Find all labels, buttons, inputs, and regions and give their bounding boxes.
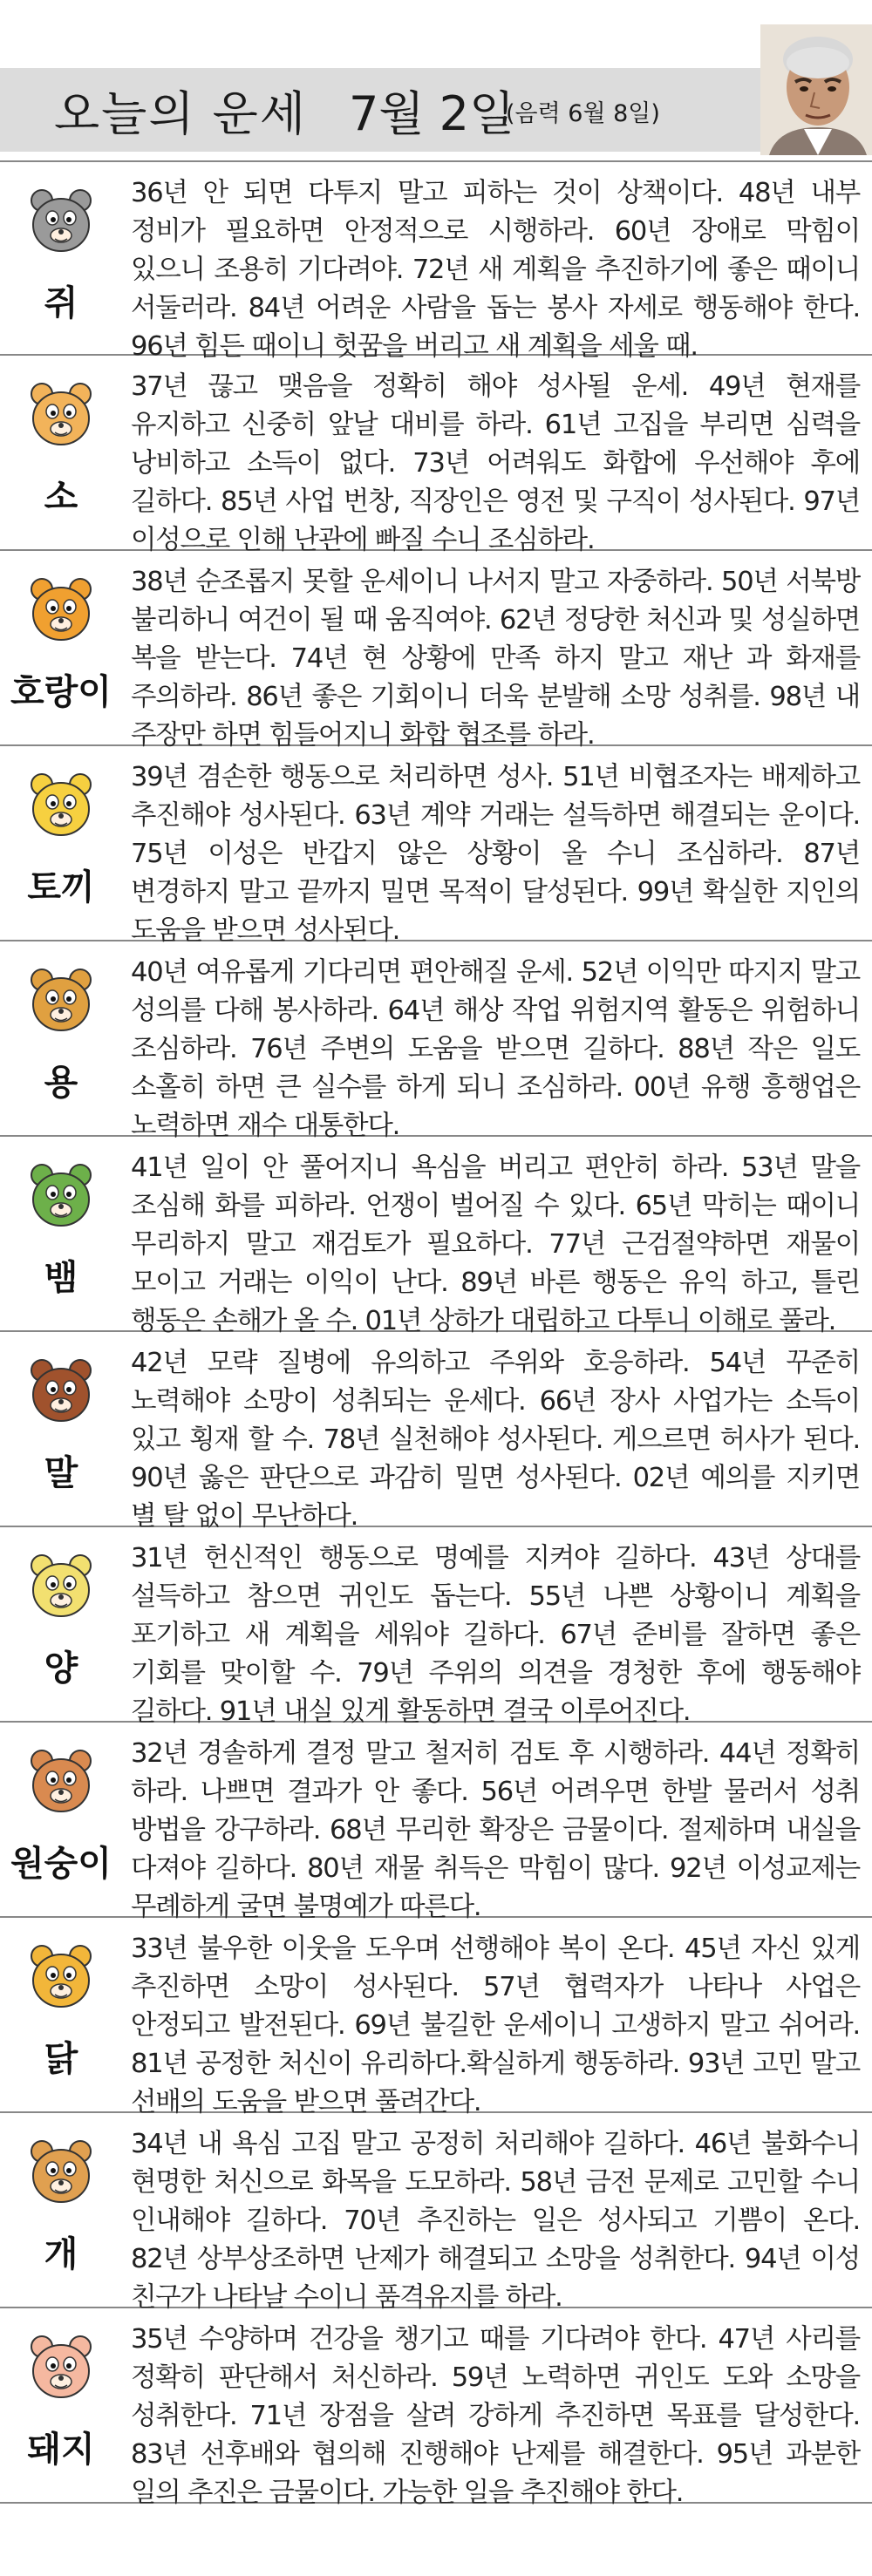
fortune-row xyxy=(0,1723,872,1922)
animal-column xyxy=(0,1332,122,1526)
animal-name: 말 xyxy=(44,1453,78,1493)
snake-icon xyxy=(24,1159,98,1233)
fortune-text: 33년 불우한 이웃을 도우며 선행해야 복이 온다. 45년 자신 있게 추진하면 소망이 성사된다. 57년 협력자가 나타나 사업은 안정되고 발전된다. 69년 불길한 운세이니 고생하지 말고 쉬어라. 81년 공정한 처신이 유리하다.확실하게 행동하라. 93년 고민 말고 선배의 도움을 받으면 풀려간다. xyxy=(131,1934,860,2117)
author-portrait xyxy=(760,24,872,155)
animal-name: 원숭이 xyxy=(10,1844,112,1884)
animal-column xyxy=(0,551,122,744)
rabbit-icon xyxy=(24,769,98,842)
animal-column xyxy=(0,941,122,1135)
fortune-text: 37년 끊고 맺음을 정확히 해야 성사될 운세. 49년 현재를 유지하고 신중히 앞날 대비를 하라. 61년 고집을 부리면 심력을 낭비하고 소득이 없다. 73년 어려워도 화합에 우선해야 후에 길하다. 85년 사업 번창, 직장인은 영전 및 구직이 성사된다. 97년 이성으로 인해 난관에 빠질 수니 조심하라. xyxy=(131,371,860,555)
fortune-text: 32년 경솔하게 결정 말고 철저히 검토 후 시행하라. 44년 정확히 하라. 나쁘면 결과가 안 좋다. 56년 어려우면 한발 물러서 성취 방법을 강구하라. 68년 무리한 확장은 금물이다. 절제하며 내실을 다져야 길하다. 80년 재물 취득은 막힘이 많다. 92년 이성교제는 무례하게 굴면 불명예가 따른다. xyxy=(131,1738,860,1922)
horse-icon xyxy=(24,1355,98,1428)
animal-name: 돼지 xyxy=(27,2430,95,2470)
fortune-text: 40년 여유롭게 기다리면 편안해질 운세. 52년 이익만 따지지 말고 성의를 다해 봉사하라. 64년 해상 작업 위험지역 활동은 위험하니 조심하라. 76년 주변의 도움을 받으면 길하다. 88년 작은 일도 소홀히 하면 큰 실수를 하게 되니 조심하라. 00년 유행 흥행업은 노력하면 재수 대통한다. xyxy=(131,957,860,1141)
fortune-row xyxy=(0,1137,872,1336)
date-label: 7월 2일 xyxy=(349,86,515,141)
animal-name: 닭 xyxy=(44,2039,78,2079)
rooster-icon xyxy=(24,1940,98,2014)
fortune-text: 31년 헌신적인 행동으로 명예를 지켜야 길하다. 43년 상대를 설득하고 참으면 귀인도 돕는다. 55년 나쁜 상황이니 계획을 포기하고 새 계획을 세워야 길하다. 67년 준비를 잘하면 좋은 기회를 맞이할 수. 79년 주위의 의견을 경청한 후에 행동해야 길하다. 91년 내실 있게 활동하면 결국 이루어진다. xyxy=(131,1543,860,1727)
animal-name: 토끼 xyxy=(27,867,95,907)
animal-name: 호랑이 xyxy=(10,672,112,712)
animal-name: 쥐 xyxy=(44,283,78,323)
lunar-date-label: (음력 6월 8일) xyxy=(506,100,660,127)
fortune-row xyxy=(0,2113,872,2313)
sheep-icon xyxy=(24,1550,98,1623)
rat-icon xyxy=(24,185,98,258)
fortune-text: 41년 일이 안 풀어지니 욕심을 버리고 편안히 하라. 53년 말을 조심해 화를 피하라. 언쟁이 벌어질 수 있다. 65년 막히는 때이니 무리하지 말고 재검토가 필요하다. 77년 근검절약하면 재물이 모이고 거래는 이익이 난다. 89년 바른 행동은 유익 하고, 틀린 행동은 손해가 올 수. 01년 상하가 대립하고 다투니 이해로 풀라. xyxy=(131,1152,860,1336)
fortune-row xyxy=(0,746,872,946)
animal-name: 뱀 xyxy=(44,1258,78,1298)
fortune-row xyxy=(0,551,872,751)
fortune-list xyxy=(0,160,872,2508)
fortune-row xyxy=(0,1332,872,1532)
animal-name: 양 xyxy=(44,1648,78,1689)
page-title: 오늘의 운세 xyxy=(54,86,307,141)
animal-name: 개 xyxy=(44,2234,78,2274)
animal-column xyxy=(0,162,122,354)
fortune-text: 36년 안 되면 다투지 말고 피하는 것이 상책이다. 48년 내부 정비가 필요하면 안정적으로 시행하라. 60년 장애로 막힘이 있으니 조용히 기다려야. 72년 새 계획을 추진하기에 좋은 때이니 서둘러라. 84년 어려운 사람을 돕는 봉사 자세로 행동해야 한다. 96년 힘든 때이니 헛꿈을 버리고 새 계획을 세울 때. xyxy=(131,178,860,362)
animal-column xyxy=(0,2308,122,2502)
fortune-row xyxy=(0,1918,872,2117)
animal-name: 용 xyxy=(44,1063,78,1103)
animal-column xyxy=(0,746,122,940)
fortune-text: 35년 수양하며 건강을 챙기고 때를 기다려야 한다. 47년 사리를 정확히 판단해서 처신하라. 59년 노력하면 귀인도 도와 소망을 성취한다. 71년 장점을 살려 강하게 추진하면 목표를 달성한다. 83년 선후배와 협의해 진행해야 난제를 해결한다. 95년 과분한 일의 추진은 금물이다. 가능한 일을 추진해야 한다. xyxy=(131,2324,860,2508)
dog-icon xyxy=(24,2136,98,2209)
fortune-text: 34년 내 욕심 고집 말고 공정히 처리해야 길하다. 46년 불화수니 현명한 처신으로 화목을 도모하라. 58년 금전 문제로 고민할 수니 인내해야 길하다. 70년 추진하는 일은 성사되고 기쁨이 온다. 82년 상부상조하면 난제가 해결되고 소망을 성취한다. 94년 이성 친구가 나타날 수이니 품격유지를 하라. xyxy=(131,2129,860,2313)
animal-name: 소 xyxy=(44,477,78,517)
fortune-text: 39년 겸손한 행동으로 처리하면 성사. 51년 비협조자는 배제하고 추진해야 성사된다. 63년 계약 거래는 설득하면 해결되는 운이다. 75년 이성은 반갑지 않은 상황이 올 수니 조심하라. 87년 변경하지 말고 끝까지 밀면 목적이 달성된다. 99년 확실한 지인의 도움을 받으면 성사된다. xyxy=(131,762,860,946)
header xyxy=(0,0,872,157)
animal-column xyxy=(0,1137,122,1330)
tiger-icon xyxy=(24,574,98,647)
animal-column xyxy=(0,1527,122,1721)
fortune-row xyxy=(0,941,872,1141)
animal-column xyxy=(0,1723,122,1916)
dragon-icon xyxy=(24,964,98,1037)
fortune-row xyxy=(0,160,872,362)
fortune-row xyxy=(0,1527,872,1727)
fortune-row xyxy=(0,2308,872,2508)
pig-icon xyxy=(24,2331,98,2404)
animal-column xyxy=(0,2113,122,2307)
fortune-row xyxy=(0,356,872,555)
fortune-text: 38년 순조롭지 못할 운세이니 나서지 말고 자중하라. 50년 서북방 불리하니 여건이 될 때 움직여야. 62년 정당한 처신과 및 성실하면 복을 받는다. 74년 현 상황에 만족 하지 말고 재난 과 화재를 주의하라. 86년 좋은 기회이니 더욱 분발해 소망 성취를. 98년 내 주장만 하면 힘들어지니 화합 협조를 하라. xyxy=(131,567,860,751)
cow-icon xyxy=(24,378,98,452)
monkey-icon xyxy=(24,1745,98,1818)
fortune-text: 42년 모략 질병에 유의하고 주위와 호응하라. 54년 꾸준히 노력해야 소망이 성취되는 운세다. 66년 장사 사업가는 소득이 있고 횡재 할 수. 78년 실천해야 성사된다. 게으르면 허사가 된다. 90년 옳은 판단으로 과감히 밀면 성사된다. 02년 예의를 지키면 별 탈 없이 무난하다. xyxy=(131,1348,860,1532)
animal-column xyxy=(0,356,122,549)
animal-column xyxy=(0,1918,122,2111)
